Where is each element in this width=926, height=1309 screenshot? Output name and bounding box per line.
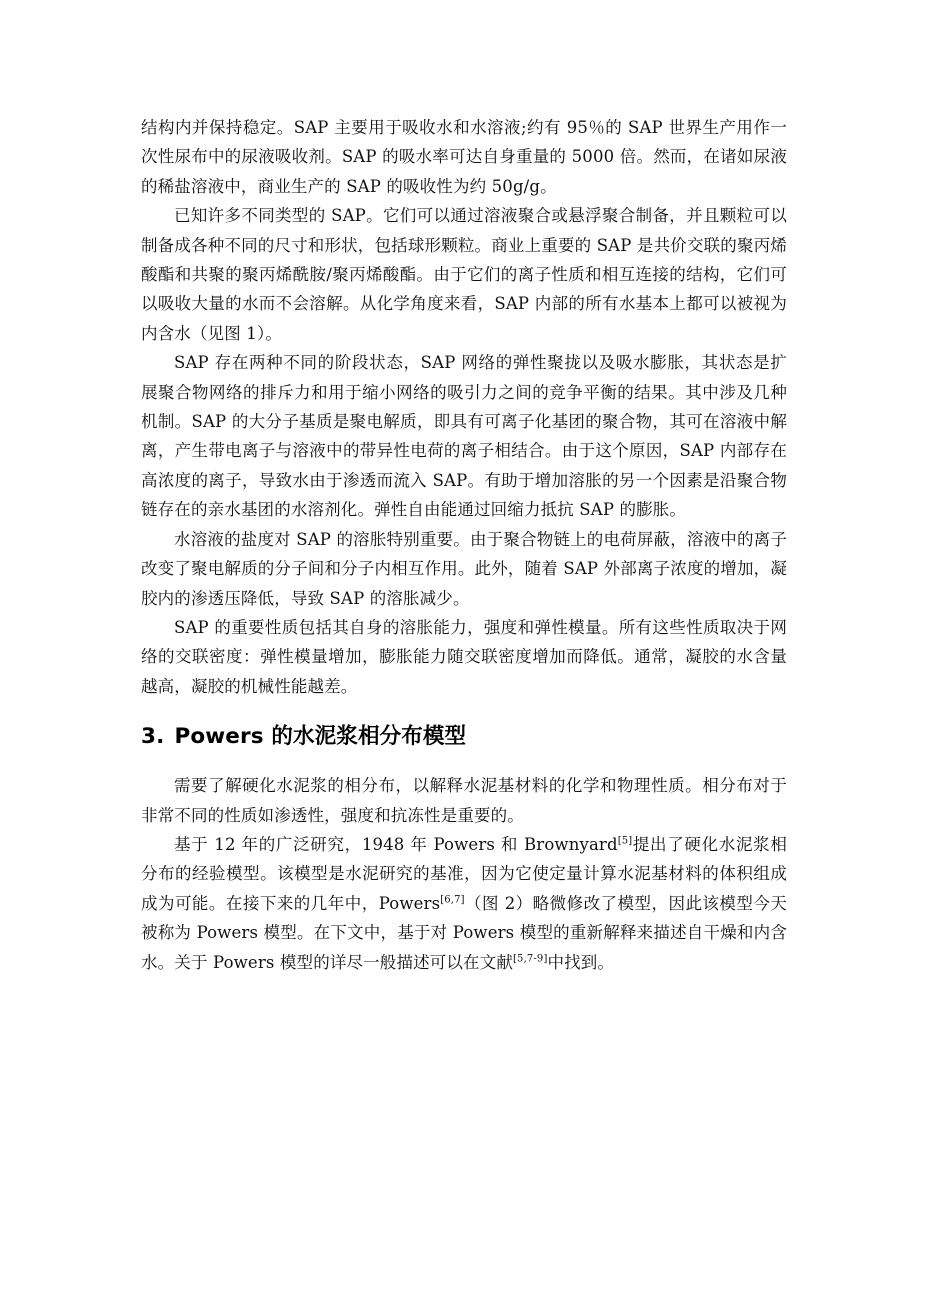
- text-segment: （图 2）略微修改了模型，因此该模型今天被称为 Powers 模型。在下文中，基于对 Powers 模型的重新解释来描述自干燥和内含水。关于 Powers 模型的详尽一般描述可以在文献: [141, 893, 787, 972]
- paragraph-salinity: 水溶液的盐度对 SAP 的溶胀特别重要。由于聚合物链上的电荷屏蔽，溶液中的离子改变了聚电解质的分子间和分子内相互作用。此外，随着 SAP 外部离子浓度的增加，凝胶内的渗透压降低，导致 SAP 的溶胀减少。: [141, 529, 787, 608]
- paragraph-continued: 结构内并保持稳定。SAP 主要用于吸收水和水溶液;约有 95％的 SAP 世界生产用作一次性尿布中的尿液吸收剂。SAP 的吸水率可达自身重量的 5000 倍。然而，在诸如尿液的稀盐溶液中，商业生产的 SAP 的吸收性为约 50g/g。: [141, 118, 787, 196]
- paragraph-sap-types: 已知许多不同类型的 SAP。它们可以通过溶液聚合或悬浮聚合制备，并且颗粒可以制备成各种不同的尺寸和形状，包括球形颗粒。商业上重要的 SAP 是共价交联的聚丙烯酸酯和共聚的聚丙烯酰胺/聚丙烯酸酯。由于它们的离子性质和相互连接的结构，它们可以吸收大量的水而不会溶解。从化学角度来看，SAP 内部的所有水基本上都可以被视为内含水（见图 1）。: [141, 206, 787, 343]
- paragraph-sap-states: SAP 存在两种不同的阶段状态，SAP 网络的弹性聚拢以及吸水膨胀，其状态是扩展聚合物网络的排斥力和用于缩小网络的吸引力之间的竞争平衡的结果。其中涉及几种机制。SAP 的大分子基质是聚电解质，即具有可离子化基团的聚合物，其可在溶液中解离，产生带电离子与溶液中的带异性电荷的离子相结合。由于这个原因，SAP 内部存在高浓度的离子，导致水由于渗透而流入 SAP。有助于增加溶胀的另一个因素是沿聚合物链存在的亲水基团的水溶剂化。弹性自由能通过回缩力抵抗 SAP 的膨胀。: [141, 353, 787, 520]
- citation-ref: [5]: [617, 835, 633, 847]
- paragraph-powers-model: [141, 830, 787, 977]
- text-segment: 基于 12 年的广泛研究，1948 年 Powers 和 Brownyard: [174, 834, 618, 854]
- section-heading: [141, 719, 787, 755]
- text-segment: 中找到。: [547, 952, 615, 972]
- text-segment: 提出了硬化水泥浆相分布的经验模型。该模型是水泥研究的基准，因为它使定量计算水泥基材料的体积组成成为可能。在接下来的几年中，Powers: [141, 834, 787, 913]
- section-title: Powers 的水泥浆相分布模型: [174, 724, 467, 750]
- citation-ref: [5,7-9]: [513, 953, 548, 965]
- paragraph-phase-distribution: 需要了解硬化水泥浆的相分布，以解释水泥基材料的化学和物理性质。相分布对于非常不同的性质如渗透性，强度和抗冻性是重要的。: [141, 776, 787, 825]
- paragraph-properties: SAP 的重要性质包括其自身的溶胀能力，强度和弹性模量。所有这些性质取决于网络的交联密度：弹性模量增加，膨胀能力随交联密度增加而降低。通常，凝胶的水含量越高，凝胶的机械性能越差。: [141, 617, 787, 696]
- citation-ref: [6,7]: [440, 894, 465, 906]
- document-body: [141, 113, 787, 977]
- section-number: 3.: [141, 724, 165, 750]
